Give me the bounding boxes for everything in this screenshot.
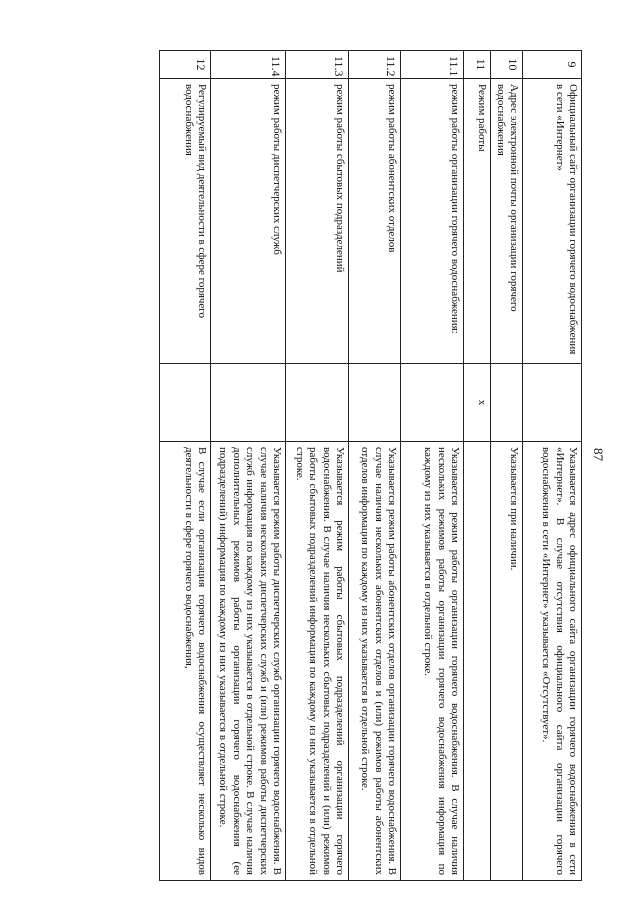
row-value [401, 364, 464, 442]
row-name: режим работы сбытовых подразделений [286, 79, 349, 364]
row-number: 12 [160, 51, 211, 79]
row-note: Указывается режим работы сбытовых подразделений организации горячего водоснабжения. В случае наличия нескольких сбытовых подразделений и (или) режимов работы сбытовых подразделений информация по каждому из них указывается в отдельной строке. [286, 442, 349, 881]
row-note: Указывается адрес официального сайта организации горячего водоснабжения в сети «Интернет». В случае отсутствия официального сайта организации горячего водоснабжения в сети «Интернет» указывается «Отсутствует». [523, 442, 582, 881]
row-note [464, 442, 491, 881]
requirements-table [159, 50, 582, 881]
row-name: режим работы абонентских отделов [349, 79, 401, 364]
row-number: 11.2 [349, 51, 401, 79]
row-value [491, 364, 523, 442]
row-value [286, 364, 349, 442]
row-value [211, 364, 286, 442]
table-row [491, 51, 523, 881]
row-number: 11 [464, 51, 491, 79]
row-note: Указывается режим работы абонентских отделов организации горячего водоснабжения. В случае наличия нескольких абонентских отделов и (или) режимов работы абонентских отделов информация по каждому из них указывается в отдельной строке. [349, 442, 401, 881]
row-number: 11.3 [286, 51, 349, 79]
row-value [523, 364, 582, 442]
row-number: 10 [491, 51, 523, 79]
table-row [349, 51, 401, 881]
row-name: Регулируемый вид деятельности в сфере горячего водоснабжения [160, 79, 211, 364]
row-value [349, 364, 401, 442]
table-row [401, 51, 464, 881]
row-name: Официальный сайт организации горячего водоснабжения в сети «Интернет» [523, 79, 582, 364]
row-name: режим работы организации горячего водоснабжения: [401, 79, 464, 364]
table-row [523, 51, 582, 881]
row-name: Адрес электронной почты организации горячего водоснабжения [491, 79, 523, 364]
table-row [160, 51, 211, 881]
row-note: В случае если организация горячего водоснабжения осуществляет несколько видов деятельности в сфере горячего водоснабжения, [160, 442, 211, 881]
row-value: x [464, 364, 491, 442]
row-note: Указывается режим работы диспетчерских служб организации горячего водоснабжения. В случае наличия нескольких диспетчерских служб и (или) режимов работы диспетчерских служб информация по каждому из них указывается в отдельной строке. В случае наличия дополнительных режимов работы организации горячего водоснабжения (ее подразделений) информация по каждому из них указывается в отдельной строке. [211, 442, 286, 881]
page-number: 87 [591, 448, 606, 461]
row-number: 11.1 [401, 51, 464, 79]
table-row [464, 51, 491, 881]
row-name: Режим работы [464, 79, 491, 364]
row-note: Указывается режим работы организации горячего водоснабжения. В случае наличия нескольких режимов работы организации горячего водоснабжения информация по каждому из них указывается в отдельной строке. [401, 442, 464, 881]
row-value [160, 364, 211, 442]
row-number: 11.4 [211, 51, 286, 79]
table-row [286, 51, 349, 881]
row-name: режим работы диспетчерских служб [211, 79, 286, 364]
row-number: 9 [523, 51, 582, 79]
table-row [211, 51, 286, 881]
row-note: Указывается при наличии. [491, 442, 523, 881]
